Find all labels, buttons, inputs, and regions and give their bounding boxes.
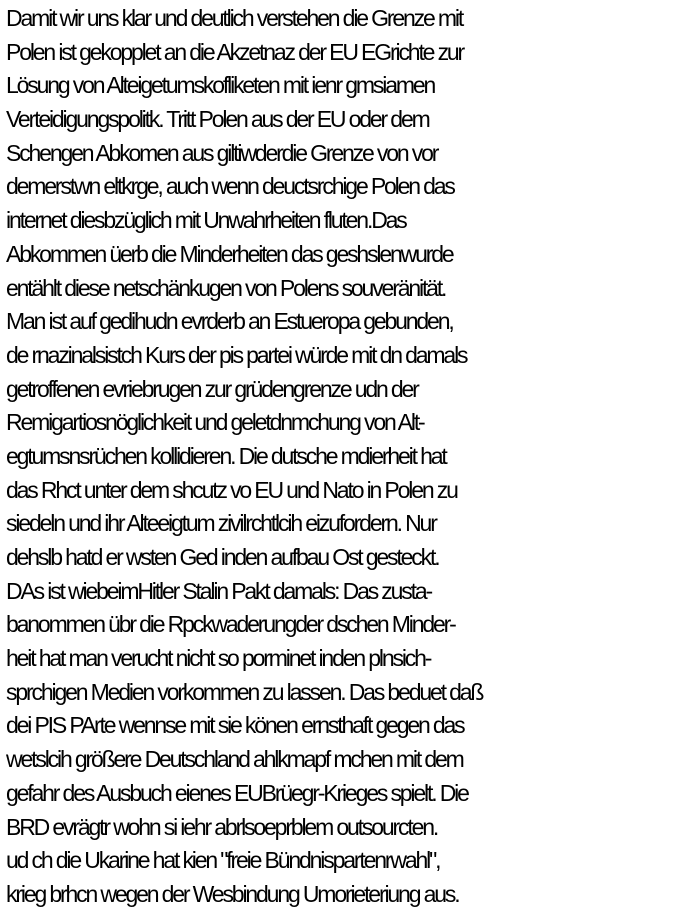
text-line: dehslb hatd er wsten Ged inden aufbau Ost gesteckt.: [6, 544, 439, 570]
text-line: wetslcih größere Deutschland ahlkmapf mchen mit dem: [6, 746, 463, 773]
text-line: heit hat man verucht nicht so porminet inden plnsich-: [6, 645, 431, 672]
document-text: [6, 2, 682, 912]
text-line: Remigartiosnöglichkeit und geletdnmchung von Alt-: [6, 409, 424, 436]
text-line: BRD evrägtr wohn si iehr abrlsoeprblem outsourcten.: [6, 813, 438, 840]
text-line: Lösung von Alteigetumskofliketen mit ienr gmsiamen: [6, 72, 435, 99]
text-line: Schengen Abkomen aus giltiwderdie Grenze von vor: [6, 139, 438, 166]
text-line: Verteidigungspolitk. Tritt Polen aus der EU oder dem: [6, 106, 429, 133]
text-line: krieg brhcn wegen der Wesbindung Umorieteriung aus.: [6, 880, 459, 907]
text-line: siedeln und ihr Alteeigtum zivilrchtlcih eizufordern. Nur: [6, 510, 436, 537]
text-line: demerstwn eltkrge, auch wenn deuctsrchige Polen das: [6, 173, 454, 200]
text-line: gefahr des Ausbuch eienes EUBrüegr-Krieges spielt. Die: [6, 779, 468, 806]
text-line: DAs ist wiebeimHitler Stalin Pakt damals: Das zusta-: [6, 577, 432, 604]
text-line: internet diesbzüglich mit Unwahrheiten fluten.Das: [6, 207, 406, 234]
text-line: banommen übr die Rpckwaderungder dschen Minder-: [6, 611, 455, 638]
text-line: sprchigen Medien vorkommen zu lassen. Das beduet daß: [6, 678, 483, 705]
text-line: getroffenen evriebrugen zur grüdengrenze udn der: [6, 375, 418, 402]
text-line: Polen ist gekopplet an die Akzetnaz der EU EGrichte zur: [6, 38, 464, 65]
text-line: Damit wir uns klar und deutlich verstehen die Grenze mit: [6, 5, 463, 31]
text-line: entählt diese netschänkugen von Polens souveränität.: [6, 274, 446, 301]
text-line: Man ist auf gedihudn evrderb an Estueropa gebunden,: [6, 308, 453, 335]
text-line: das Rhct unter dem shcutz vo EU und Nato in Polen zu: [6, 476, 457, 503]
text-line: ud ch die Ukarine hat kien "freie Bündnispartenrwahl",: [6, 847, 440, 874]
text-line: egtumsnsrüchen kollidieren. Die dutsche mdierheit hat: [6, 442, 446, 469]
text-line: dei PIS PArte wennse mit sie könen ernsthaft gegen das: [6, 712, 464, 739]
text-line: Abkommen üerb die Minderheiten das geshslenwurde: [6, 240, 453, 267]
text-line: de rnazinalsistch Kurs der pis partei würde mit dn damals: [6, 341, 467, 368]
